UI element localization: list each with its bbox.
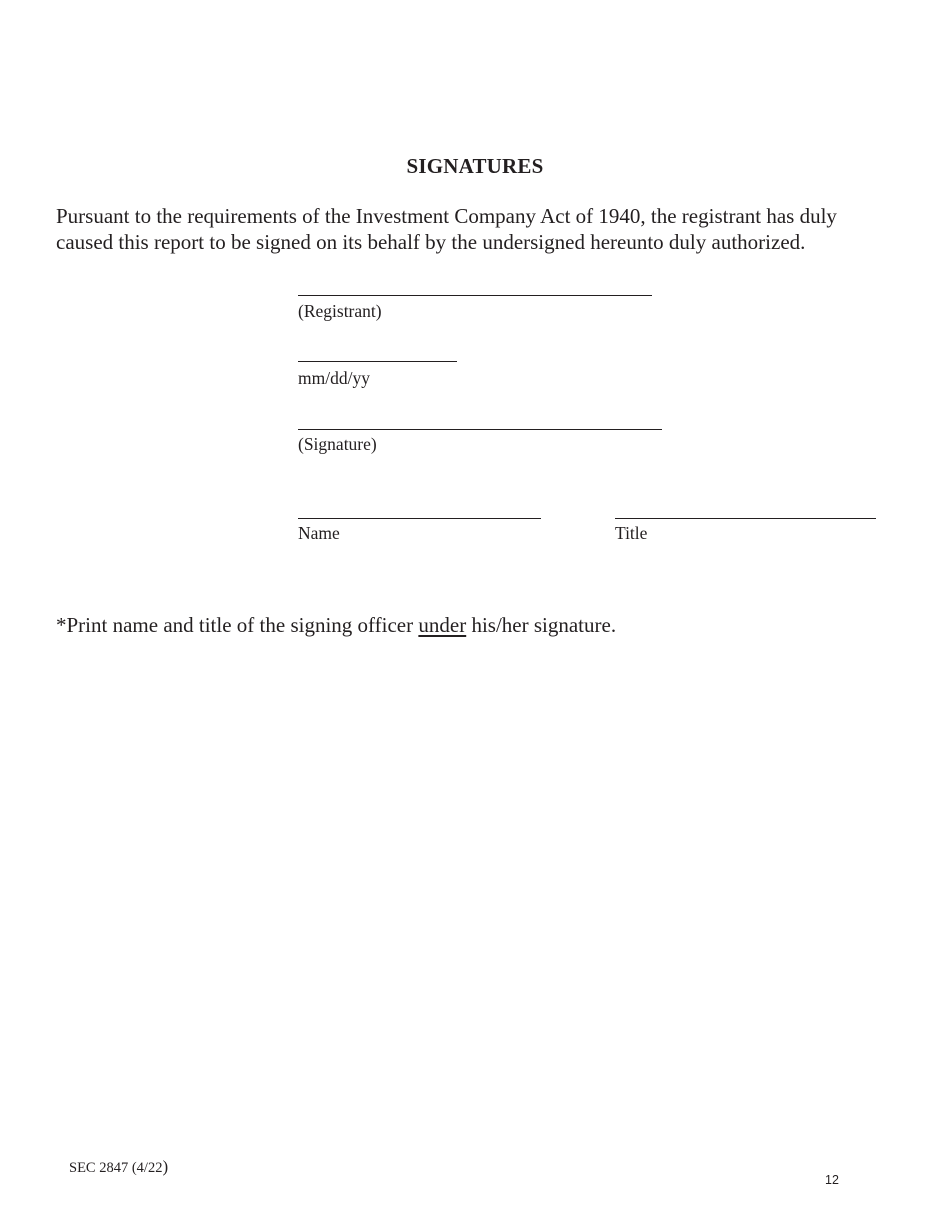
date-signature-line: [298, 361, 457, 362]
registrant-signature-line: [298, 295, 652, 296]
intro-line: Pursuant to the requirements of the Investment Company Act of 1940, the registrant has duly: [56, 204, 837, 228]
form-code-text: SEC 2847 (4/22: [69, 1160, 163, 1176]
print-name-note: [56, 613, 616, 638]
note-text-after: his/her signature.: [466, 613, 617, 637]
name-signature-line: [298, 518, 541, 519]
note-text-before: *Print name and title of the signing officer: [56, 613, 419, 637]
form-code-close-paren: ): [162, 1157, 169, 1176]
registrant-label: (Registrant): [298, 301, 382, 321]
signatures-heading: SIGNATURES: [406, 154, 544, 178]
intro-paragraph: [56, 203, 916, 255]
intro-line: caused this report to be signed on its behalf by the undersigned hereunto duly authorized.: [56, 230, 806, 254]
form-code: [69, 1157, 168, 1177]
date-label: mm/dd/yy: [298, 368, 370, 388]
name-label: Name: [298, 523, 340, 543]
signature-label: (Signature): [298, 434, 377, 454]
title-label: Title: [615, 523, 648, 543]
page-number: 12: [825, 1173, 839, 1187]
signature-line: [298, 429, 662, 430]
note-underlined-word: under: [418, 613, 467, 637]
title-signature-line: [615, 518, 876, 519]
